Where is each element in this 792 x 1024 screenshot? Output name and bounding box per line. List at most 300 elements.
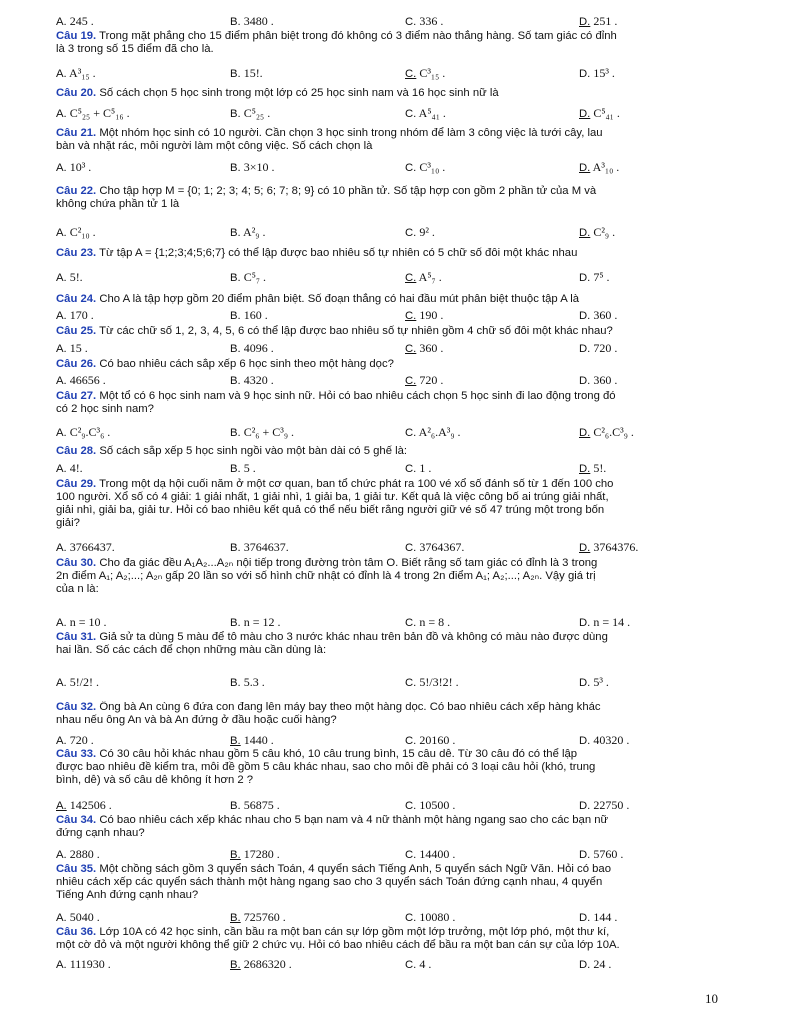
question-text-line: giải nhì, giải ba, giải tư. Hỏi có bao nhiêu kết quả có thể nếu biết rằng người giữ vé số 47 trúng một trong bốn	[56, 504, 605, 516]
question-q33	[56, 748, 740, 787]
answer-options	[56, 733, 746, 747]
question-q32	[56, 701, 740, 727]
answer-option-c[interactable]	[405, 847, 455, 862]
option-value: 720 .	[69, 733, 94, 747]
option-value: 2686320 .	[243, 957, 292, 971]
option-value: C²₆.C³₉ .	[593, 425, 634, 439]
answer-option-b[interactable]	[230, 160, 274, 175]
option-value: 3766437.	[69, 540, 115, 554]
option-key: C.	[405, 800, 417, 812]
option-key: A.	[56, 310, 67, 322]
option-key: B.	[230, 162, 241, 174]
option-value: 20160 .	[419, 733, 456, 747]
question-text-line: Một tổ có 6 học sinh nam và 9 học sinh nữ. Hỏi có bao nhiêu cách chọn 5 học sinh đi lao động trong đó	[99, 390, 616, 402]
option-value: 10³ .	[69, 160, 92, 174]
answer-option-b[interactable]	[230, 615, 280, 630]
option-key: D.	[579, 162, 591, 174]
option-key: A.	[56, 227, 67, 239]
option-key: B.	[230, 272, 241, 284]
option-value: 336 .	[419, 14, 444, 28]
option-key: D.	[579, 16, 591, 28]
question-q24	[56, 293, 740, 306]
answer-option-b[interactable]	[230, 341, 274, 356]
option-key: C.	[405, 227, 417, 239]
option-value: 5!.	[593, 461, 607, 475]
question-text-line: Có bao nhiêu cách xếp khác nhau cho 5 bạn nam và 4 nữ thành một hàng ngang sao cho các bạn nữ	[99, 814, 609, 826]
option-value: 7⁵ .	[593, 270, 610, 284]
option-key: C.	[405, 68, 417, 80]
option-key: B.	[230, 849, 241, 861]
answer-options	[56, 425, 746, 439]
question-text-line: Một nhóm học sinh có 10 người. Cần chọn 3 học sinh trong nhóm để làm 3 công việc là tưới cây, lau	[99, 127, 603, 139]
question-text-line: một cờ đỏ và một người không thể giữ 2 chức vụ. Hỏi có bao nhiêu cách để bầu ra một ban cán sự của lớp 10A.	[56, 939, 620, 951]
option-value: 142506 .	[69, 798, 112, 812]
answer-option-c[interactable]	[405, 308, 443, 323]
option-value: 3480 .	[243, 14, 274, 28]
answer-options	[56, 106, 746, 120]
question-text-line: Giả sử ta dùng 5 màu để tô màu cho 3 nước khác nhau trên bản đồ và không có màu nào được dùng	[99, 631, 608, 643]
option-key: D.	[579, 735, 591, 747]
question-text-line: Một chồng sách gồm 3 quyển sách Toán, 4 quyển sách Tiếng Anh, 5 quyển sách Ngữ Văn. Hỏi có bao	[99, 863, 611, 875]
question-text-line: bình, dễ) và số câu dễ không ít hơn 2 ?	[56, 774, 254, 786]
option-key: A.	[56, 912, 67, 924]
option-key: B.	[230, 375, 241, 387]
option-value: 190 .	[419, 308, 444, 322]
option-value: C⁵₂₅ + C⁵₁₆ .	[69, 106, 130, 120]
answer-option-a[interactable]	[56, 425, 110, 440]
question-number: Câu 26.	[56, 358, 97, 370]
option-key: D.	[579, 343, 591, 355]
option-value: 720 .	[593, 341, 618, 355]
option-key: C.	[405, 617, 417, 629]
option-value: 5!/3!2! .	[419, 675, 459, 689]
option-key: C.	[405, 310, 417, 322]
question-number: Câu 36.	[56, 926, 97, 938]
answer-options	[56, 798, 746, 812]
option-value: 3×10 .	[243, 160, 275, 174]
option-value: 15!.	[243, 66, 263, 80]
option-key: A.	[56, 108, 67, 120]
option-key: B.	[230, 310, 241, 322]
option-value: 22750 .	[593, 798, 630, 812]
question-number: Câu 20.	[56, 87, 97, 99]
option-value: C²₆ + C³₉ .	[243, 425, 295, 439]
answer-option-d[interactable]	[579, 14, 617, 29]
option-value: C³₁₀ .	[419, 160, 446, 174]
option-key: C.	[405, 849, 417, 861]
option-key: A.	[56, 427, 67, 439]
answer-option-c[interactable]	[405, 66, 445, 81]
answer-option-d[interactable]	[579, 910, 617, 925]
answer-option-a[interactable]	[56, 66, 96, 81]
answer-option-a[interactable]	[56, 847, 100, 862]
question-text-line: nhau nếu ông An và bà An đứng ở đầu hoặc cuối hàng?	[56, 714, 337, 726]
option-key: B.	[230, 677, 241, 689]
answer-option-a[interactable]	[56, 373, 106, 388]
answer-option-b[interactable]	[230, 106, 270, 121]
answer-option-c[interactable]	[405, 461, 431, 476]
option-key: D.	[579, 310, 591, 322]
question-number: Câu 31.	[56, 631, 97, 643]
option-key: C.	[405, 912, 417, 924]
option-value: 1440 .	[243, 733, 274, 747]
option-value: n = 8 .	[419, 615, 451, 629]
option-value: 360 .	[593, 373, 618, 387]
answer-option-c[interactable]	[405, 615, 450, 630]
option-key: D.	[579, 617, 591, 629]
question-number: Câu 24.	[56, 293, 97, 305]
question-q36	[56, 926, 740, 952]
option-value: 46656 .	[69, 373, 106, 387]
answer-option-a[interactable]	[56, 798, 112, 813]
answer-option-a[interactable]	[56, 540, 115, 555]
option-value: C²₉ .	[593, 225, 616, 239]
answer-option-d[interactable]	[579, 106, 620, 121]
answer-options	[56, 66, 746, 80]
question-text-line: Cho A là tập hợp gồm 20 điểm phân biệt. Số đoạn thẳng có hai đầu mút phân biệt thuộc tập A là	[99, 293, 580, 305]
option-value: 5³ .	[593, 675, 609, 689]
option-value: C⁵₂₅ .	[243, 106, 271, 120]
option-key: D.	[579, 959, 591, 971]
answer-option-a[interactable]	[56, 615, 106, 630]
option-key: B.	[230, 617, 241, 629]
option-key: C.	[405, 463, 417, 475]
answer-options	[56, 270, 746, 284]
option-key: D.	[579, 227, 591, 239]
question-text-line: Từ các chữ số 1, 2, 3, 4, 5, 6 có thể lập được bao nhiêu số tự nhiên gồm 4 chữ số đôi một khác nhau?	[99, 325, 613, 337]
option-key: D.	[579, 375, 591, 387]
question-q21	[56, 127, 740, 153]
option-key: D.	[579, 912, 591, 924]
question-text-line: Cho tập hợp M = {0; 1; 2; 3; 4; 5; 6; 7; 8; 9} có 10 phần tử. Số tập hợp con gồm 2 phần tử của M và	[99, 185, 597, 197]
answer-option-b[interactable]	[230, 461, 256, 476]
question-text-line: được bao nhiêu đề kiểm tra, mỗi đề gồm 5 câu khác nhau, sao cho mỗi đề phải có 3 loại câu hỏi (khó, trung	[56, 761, 596, 773]
question-number: Câu 35.	[56, 863, 97, 875]
option-key: C.	[405, 108, 417, 120]
option-key: A.	[56, 343, 67, 355]
answer-option-d[interactable]	[579, 225, 615, 240]
option-value: 4!.	[69, 461, 83, 475]
option-key: D.	[579, 68, 591, 80]
answer-options	[56, 847, 746, 861]
answer-option-d[interactable]	[579, 847, 623, 862]
answer-option-b[interactable]	[230, 798, 280, 813]
answer-option-c[interactable]	[405, 540, 464, 555]
option-value: 5.3 .	[243, 675, 265, 689]
answer-option-c[interactable]	[405, 798, 455, 813]
question-q29	[56, 478, 740, 530]
question-number: Câu 23.	[56, 247, 97, 259]
question-text-line: Trong mặt phẳng cho 15 điểm phân biệt trong đó không có 3 điểm nào thẳng hàng. Số tam giác có đỉnh	[99, 30, 617, 42]
answer-options	[56, 225, 746, 239]
answer-options	[56, 910, 746, 924]
question-text-line: nhiêu cách xếp các quyển sách thành một hàng ngang sao cho 3 quyển sách Toán đứng cạnh nhau, 4 quyển	[56, 876, 603, 888]
option-key: D.	[579, 463, 591, 475]
answer-option-a[interactable]	[56, 160, 91, 175]
option-value: 725760 .	[243, 910, 286, 924]
answer-options	[56, 308, 746, 322]
option-value: 2880 .	[69, 847, 100, 861]
question-q19	[56, 30, 740, 56]
question-number: Câu 30.	[56, 557, 97, 569]
option-key: B.	[230, 912, 241, 924]
answer-option-d[interactable]	[579, 308, 617, 323]
option-key: D.	[579, 427, 591, 439]
answer-option-b[interactable]	[230, 225, 265, 240]
option-value: 4 .	[419, 957, 432, 971]
question-number: Câu 33.	[56, 748, 97, 760]
answer-option-b[interactable]	[230, 270, 266, 285]
answer-option-d[interactable]	[579, 957, 611, 972]
option-value: C⁵₇ .	[243, 270, 267, 284]
option-key: A.	[56, 849, 67, 861]
option-value: 251 .	[593, 14, 618, 28]
option-key: D.	[579, 108, 591, 120]
option-value: 170 .	[69, 308, 94, 322]
option-value: 5 .	[243, 461, 256, 475]
answer-option-b[interactable]	[230, 733, 274, 748]
answer-option-a[interactable]	[56, 308, 94, 323]
option-value: 360 .	[419, 341, 444, 355]
option-key: A.	[56, 68, 67, 80]
answer-option-c[interactable]	[405, 14, 443, 29]
answer-option-a[interactable]	[56, 14, 94, 29]
answer-option-b[interactable]	[230, 425, 294, 440]
option-value: n = 12 .	[243, 615, 281, 629]
question-text-line: Số cách sắp xếp 5 học sinh ngồi vào một bàn dài có 5 ghế là:	[99, 445, 408, 457]
question-text-line: Ông bà An cùng 6 đứa con đang lên máy bay theo một hàng dọc. Có bao nhiêu cách xếp hàng khác	[99, 701, 601, 713]
question-number: Câu 34.	[56, 814, 97, 826]
answer-option-c[interactable]	[405, 106, 446, 121]
question-text-line: là 3 trong số 15 điểm đã cho là.	[56, 43, 214, 55]
answer-options	[56, 675, 746, 689]
option-key: A.	[56, 617, 67, 629]
question-text-line: Có 30 câu hỏi khác nhau gồm 5 câu khó, 10 câu trung bình, 15 câu dễ. Từ 30 câu đó có thể lập	[99, 748, 578, 760]
answer-option-b[interactable]	[230, 373, 274, 388]
answer-option-d[interactable]	[579, 66, 615, 81]
question-q30	[56, 557, 740, 596]
question-q28	[56, 445, 740, 458]
answer-option-a[interactable]	[56, 106, 130, 121]
option-key: A.	[56, 677, 67, 689]
question-q34	[56, 814, 740, 840]
answer-option-d[interactable]	[579, 615, 630, 630]
option-key: C.	[405, 427, 417, 439]
option-value: 5!.	[69, 270, 83, 284]
question-number: Câu 32.	[56, 701, 97, 713]
option-value: 245 .	[69, 14, 94, 28]
question-q26	[56, 358, 740, 371]
option-key: A.	[56, 735, 67, 747]
answer-option-c[interactable]	[405, 225, 435, 240]
answer-option-d[interactable]	[579, 675, 609, 690]
option-key: D.	[579, 272, 591, 284]
option-key: B.	[230, 959, 241, 971]
option-value: 144 .	[593, 910, 618, 924]
option-key: C.	[405, 162, 417, 174]
question-text-line: 2n điểm A₁; A₂;...; A₂ₙ gấp 20 lần so với số hình chữ nhật có đỉnh là 4 trong 2n điểm A₁; A₂;...; A₂ₙ. Vậy giá trị	[56, 570, 596, 582]
option-key: B.	[230, 108, 241, 120]
question-number: Câu 21.	[56, 127, 97, 139]
answer-option-d[interactable]	[579, 733, 629, 748]
option-value: 56875 .	[243, 798, 280, 812]
question-number: Câu 27.	[56, 390, 97, 402]
question-q35	[56, 863, 740, 902]
option-key: B.	[230, 68, 241, 80]
option-key: C.	[405, 735, 417, 747]
option-value: 10500 .	[419, 798, 456, 812]
option-value: 1 .	[419, 461, 432, 475]
answer-options	[56, 14, 746, 28]
question-text-line: Từ tập A = {1;2;3;4;5;6;7} có thể lập được bao nhiêu số tự nhiên có 5 chữ số đôi một khác nhau	[99, 247, 578, 259]
option-value: 40320 .	[593, 733, 630, 747]
answer-option-d[interactable]	[579, 461, 606, 476]
answer-option-b[interactable]	[230, 910, 286, 925]
option-value: 3764637.	[243, 540, 289, 554]
question-number: Câu 19.	[56, 30, 97, 42]
answer-option-c[interactable]	[405, 733, 455, 748]
answer-option-b[interactable]	[230, 308, 268, 323]
answer-option-a[interactable]	[56, 225, 96, 240]
question-text-line: Cho đa giác đều A₁A₂...A₂ₙ nội tiếp trong đường tròn tâm O. Biết rằng số tam giác có đỉnh là 3 trong	[99, 557, 598, 569]
answer-option-d[interactable]	[579, 425, 634, 440]
answer-option-b[interactable]	[230, 540, 289, 555]
answer-option-b[interactable]	[230, 957, 292, 972]
option-value: C²₉.C³₆ .	[69, 425, 111, 439]
option-value: 5040 .	[69, 910, 100, 924]
question-number: Câu 25.	[56, 325, 97, 337]
option-key: A.	[56, 463, 67, 475]
option-value: n = 10 .	[69, 615, 107, 629]
answer-option-a[interactable]	[56, 675, 99, 690]
option-value: 5!/2! .	[69, 675, 100, 689]
option-key: B.	[230, 463, 241, 475]
answer-option-b[interactable]	[230, 675, 265, 690]
option-key: C.	[405, 959, 417, 971]
question-text-line: không chứa phần tử 1 là	[56, 198, 180, 210]
option-key: C.	[405, 343, 417, 355]
option-value: 4096 .	[243, 341, 274, 355]
answer-options	[56, 341, 746, 355]
question-text-line: hai lần. Số các cách để chọn những màu cần dùng là:	[56, 644, 327, 656]
option-value: C⁵₄₁ .	[593, 106, 620, 120]
option-value: A²₉ .	[243, 225, 266, 239]
question-q22	[56, 185, 740, 211]
question-text-line: Tiếng Anh đứng cạnh nhau?	[56, 889, 199, 901]
answer-option-c[interactable]	[405, 160, 445, 175]
option-key: C.	[405, 272, 417, 284]
answer-options	[56, 957, 746, 971]
answer-option-d[interactable]	[579, 373, 617, 388]
option-value: 720 .	[419, 373, 444, 387]
answer-option-b[interactable]	[230, 14, 274, 29]
option-value: 17280 .	[243, 847, 280, 861]
option-value: C²₁₀ .	[69, 225, 96, 239]
option-value: A³₁₀ .	[592, 160, 620, 174]
answer-option-a[interactable]	[56, 461, 83, 476]
option-key: A.	[56, 375, 67, 387]
page-number: 10	[705, 991, 718, 1006]
option-value: 111930 .	[69, 957, 111, 971]
option-value: n = 14 .	[593, 615, 631, 629]
question-number: Câu 22.	[56, 185, 97, 197]
question-text-line: đứng cạnh nhau?	[56, 827, 145, 839]
answer-option-a[interactable]	[56, 733, 94, 748]
option-value: 24 .	[593, 957, 612, 971]
answer-option-c[interactable]	[405, 373, 443, 388]
option-key: C.	[405, 542, 417, 554]
answer-option-b[interactable]	[230, 847, 280, 862]
option-value: 10080 .	[419, 910, 456, 924]
option-value: 15 .	[69, 341, 88, 355]
question-q20	[56, 87, 740, 100]
answer-option-d[interactable]	[579, 540, 638, 555]
option-key: A.	[56, 800, 67, 812]
answer-options	[56, 461, 746, 475]
answer-option-d[interactable]	[579, 798, 629, 813]
question-text-line: Số cách chọn 5 học sinh trong một lớp có 25 học sinh nam và 16 học sinh nữ là	[99, 87, 499, 99]
answer-option-d[interactable]	[579, 160, 619, 175]
option-key: B.	[230, 343, 241, 355]
question-number: Câu 29.	[56, 478, 97, 490]
option-value: 3764376.	[593, 540, 639, 554]
answer-option-c[interactable]	[405, 910, 455, 925]
answer-option-a[interactable]	[56, 341, 88, 356]
option-key: C.	[405, 375, 417, 387]
question-text-line: 100 người. Xổ số có 4 giải: 1 giải nhất, 1 giải nhì, 1 giải ba, 1 giải tư. Kết quả là việc công bố ai trúng giải nhất,	[56, 491, 609, 503]
answer-option-a[interactable]	[56, 910, 100, 925]
option-value: A²₆.A³₉ .	[418, 425, 461, 439]
question-q27	[56, 390, 740, 416]
answer-options	[56, 160, 746, 174]
answer-option-a[interactable]	[56, 957, 111, 972]
option-value: 14400 .	[419, 847, 456, 861]
question-text-line: giải?	[56, 517, 80, 529]
option-key: B.	[230, 427, 241, 439]
option-key: D.	[579, 800, 591, 812]
option-key: A.	[56, 272, 67, 284]
answer-option-b[interactable]	[230, 66, 263, 81]
answer-option-d[interactable]	[579, 270, 610, 285]
option-key: A.	[56, 959, 67, 971]
option-key: D.	[579, 677, 591, 689]
option-key: B.	[230, 542, 241, 554]
question-q25	[56, 325, 740, 338]
option-key: C.	[405, 16, 417, 28]
answer-option-c[interactable]	[405, 270, 442, 285]
answer-option-d[interactable]	[579, 341, 617, 356]
answer-option-c[interactable]	[405, 425, 461, 440]
option-value: A⁵₄₁ .	[418, 106, 446, 120]
option-key: C.	[405, 677, 417, 689]
option-value: 3764367.	[419, 540, 465, 554]
question-text-line: Trong một dạ hội cuối năm ở một cơ quan, ban tổ chức phát ra 100 vé xổ số đánh số từ 1 đến 100 cho	[99, 478, 614, 490]
question-text-line: Có bao nhiêu cách sắp xếp 6 học sinh theo một hàng dọc?	[99, 358, 394, 370]
question-text-line: Lớp 10A có 42 học sinh, cần bầu ra một ban cán sự lớp gồm một lớp trưởng, một lớp phó, một thư kí,	[99, 926, 610, 938]
answer-option-a[interactable]	[56, 270, 83, 285]
option-value: 360 .	[593, 308, 618, 322]
answer-option-c[interactable]	[405, 957, 431, 972]
answer-options	[56, 540, 746, 554]
option-key: A.	[56, 162, 67, 174]
option-key: B.	[230, 16, 241, 28]
option-value: A³₁₅ .	[69, 66, 96, 80]
option-value: C³₁₅ .	[419, 66, 446, 80]
answer-option-c[interactable]	[405, 675, 459, 690]
option-key: B.	[230, 227, 241, 239]
answer-option-c[interactable]	[405, 341, 443, 356]
question-q23	[56, 247, 740, 260]
